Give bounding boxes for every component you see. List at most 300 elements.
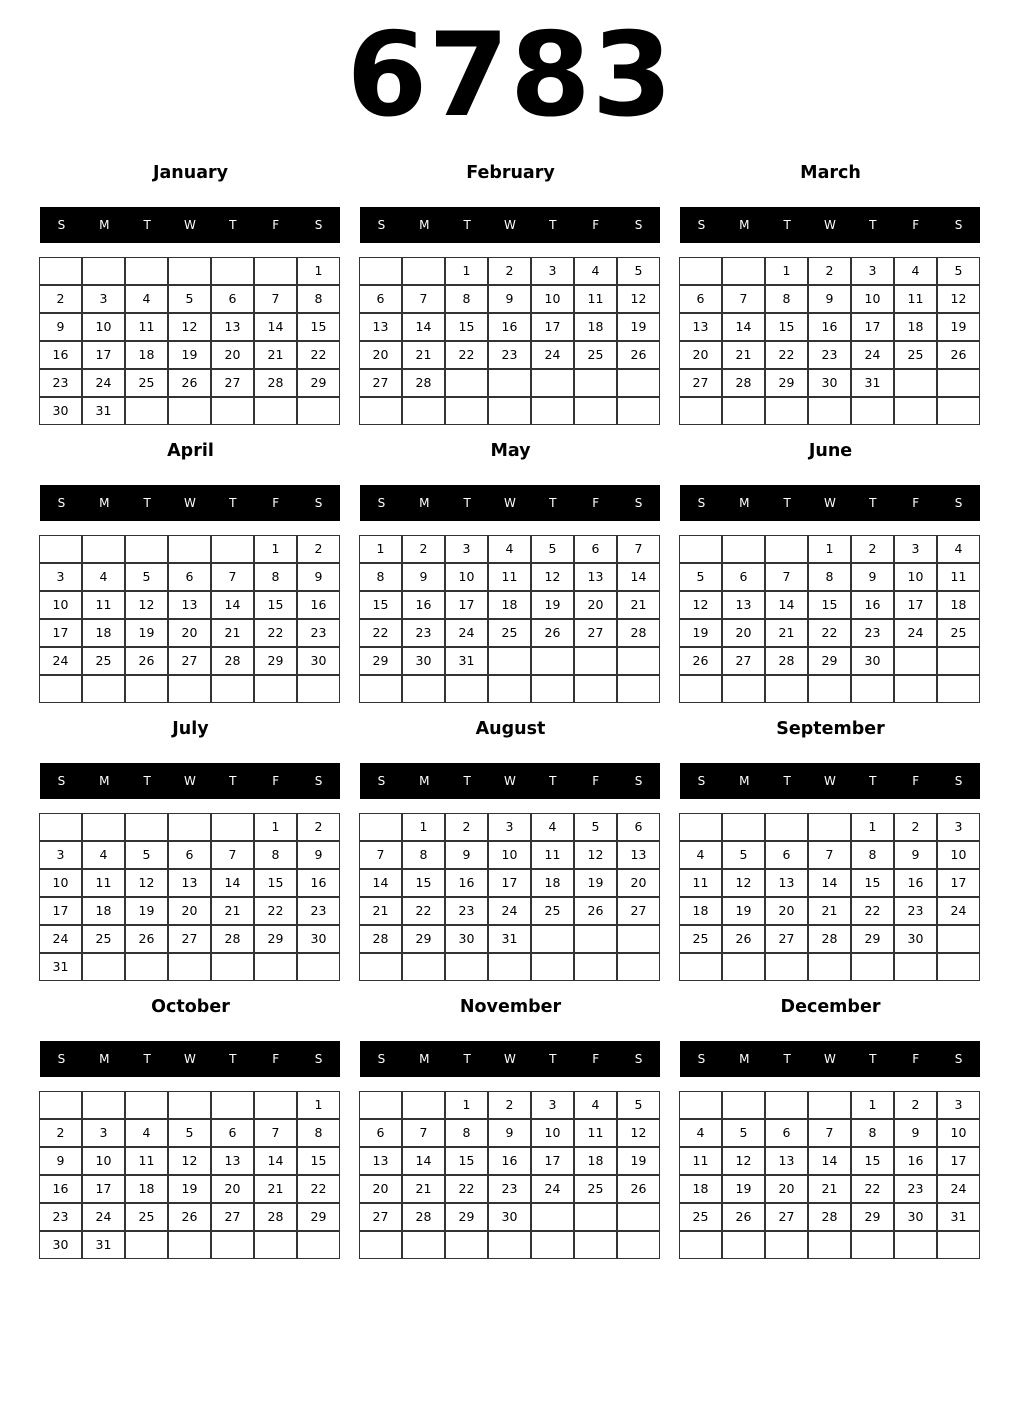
day-cell: 4 xyxy=(125,1119,168,1147)
day-cell: 30 xyxy=(808,369,851,397)
day-cell: 6 xyxy=(765,1119,808,1147)
day-cell: 27 xyxy=(168,925,211,953)
weekday-label: F xyxy=(592,774,600,788)
day-cell: 10 xyxy=(39,869,82,897)
day-cell: 22 xyxy=(851,1175,894,1203)
empty-day-cell xyxy=(722,257,765,285)
day-cell: 20 xyxy=(679,341,722,369)
weekday-label: S xyxy=(57,1052,66,1066)
empty-day-cell xyxy=(168,1231,211,1259)
day-cell: 2 xyxy=(808,257,851,285)
empty-day-cell xyxy=(168,953,211,981)
day-cell: 8 xyxy=(445,285,488,313)
day-cell: 2 xyxy=(851,535,894,563)
empty-day-cell xyxy=(894,1231,937,1259)
day-cell: 26 xyxy=(125,647,168,675)
day-cell: 24 xyxy=(82,369,125,397)
day-cell: 10 xyxy=(39,591,82,619)
day-cell: 29 xyxy=(808,647,851,675)
empty-day-cell xyxy=(359,397,402,425)
day-cell: 5 xyxy=(722,841,765,869)
weekday-label: S xyxy=(377,774,386,788)
month-december xyxy=(680,994,981,1264)
day-cell: 30 xyxy=(894,1203,937,1231)
day-cell: 5 xyxy=(722,1119,765,1147)
day-cell: 1 xyxy=(297,1091,340,1119)
day-cell: 17 xyxy=(82,341,125,369)
day-cell: 2 xyxy=(402,535,445,563)
day-cell: 12 xyxy=(617,285,660,313)
day-cell: 27 xyxy=(765,925,808,953)
empty-day-cell xyxy=(82,1091,125,1119)
empty-day-cell xyxy=(402,675,445,703)
day-cell: 2 xyxy=(488,257,531,285)
day-cell: 11 xyxy=(488,563,531,591)
day-cell: 4 xyxy=(125,285,168,313)
weekday-label: T xyxy=(783,218,791,232)
day-cell: 16 xyxy=(402,591,445,619)
empty-day-cell xyxy=(722,397,765,425)
empty-day-cell xyxy=(531,1231,574,1259)
day-cell: 28 xyxy=(211,647,254,675)
day-cell: 26 xyxy=(574,897,617,925)
day-cell: 18 xyxy=(488,591,531,619)
day-cell: 16 xyxy=(808,313,851,341)
day-cell: 20 xyxy=(765,1175,808,1203)
weekday-header xyxy=(680,207,980,243)
day-cell: 30 xyxy=(851,647,894,675)
day-cell: 27 xyxy=(617,897,660,925)
day-cell: 25 xyxy=(679,925,722,953)
empty-day-cell xyxy=(765,397,808,425)
day-cell: 18 xyxy=(574,313,617,341)
empty-day-cell xyxy=(402,397,445,425)
weekday-label: S xyxy=(377,1052,386,1066)
day-cell: 4 xyxy=(574,257,617,285)
day-cell: 13 xyxy=(168,591,211,619)
empty-day-cell xyxy=(211,397,254,425)
day-cell: 21 xyxy=(808,897,851,925)
empty-day-cell xyxy=(765,813,808,841)
weekday-header xyxy=(680,485,980,521)
weekday-label: T xyxy=(869,218,877,232)
day-cell: 15 xyxy=(297,313,340,341)
day-cell: 10 xyxy=(937,1119,980,1147)
day-cell: 26 xyxy=(722,1203,765,1231)
day-cell: 27 xyxy=(679,369,722,397)
day-cell: 24 xyxy=(531,1175,574,1203)
day-cell: 19 xyxy=(168,341,211,369)
empty-day-cell xyxy=(531,1203,574,1231)
day-grid xyxy=(360,1092,661,1260)
day-cell: 21 xyxy=(211,897,254,925)
day-cell: 5 xyxy=(168,285,211,313)
day-cell: 30 xyxy=(894,925,937,953)
day-cell: 19 xyxy=(937,313,980,341)
day-cell: 26 xyxy=(937,341,980,369)
day-cell: 17 xyxy=(531,1147,574,1175)
day-cell: 18 xyxy=(82,619,125,647)
weekday-label: W xyxy=(504,218,516,232)
weekday-label: M xyxy=(419,496,430,510)
day-cell: 8 xyxy=(851,841,894,869)
day-cell: 26 xyxy=(168,1203,211,1231)
day-cell: 6 xyxy=(168,841,211,869)
day-cell: 14 xyxy=(808,1147,851,1175)
empty-day-cell xyxy=(574,675,617,703)
day-cell: 10 xyxy=(82,1147,125,1175)
day-cell: 18 xyxy=(679,1175,722,1203)
empty-day-cell xyxy=(125,397,168,425)
day-cell: 28 xyxy=(211,925,254,953)
empty-day-cell xyxy=(808,1091,851,1119)
empty-day-cell xyxy=(359,257,402,285)
weekday-label: F xyxy=(272,774,280,788)
day-cell: 15 xyxy=(402,869,445,897)
day-cell: 27 xyxy=(765,1203,808,1231)
day-cell: 2 xyxy=(39,285,82,313)
empty-day-cell xyxy=(531,647,574,675)
day-cell: 8 xyxy=(359,563,402,591)
day-cell: 23 xyxy=(894,1175,937,1203)
day-cell: 3 xyxy=(531,1091,574,1119)
day-cell: 22 xyxy=(297,341,340,369)
day-cell: 30 xyxy=(402,647,445,675)
day-cell: 24 xyxy=(445,619,488,647)
empty-day-cell xyxy=(937,953,980,981)
weekday-header xyxy=(40,763,340,799)
day-cell: 12 xyxy=(722,869,765,897)
day-cell: 15 xyxy=(297,1147,340,1175)
day-cell: 27 xyxy=(359,1203,402,1231)
day-cell: 25 xyxy=(531,897,574,925)
empty-day-cell xyxy=(722,535,765,563)
empty-day-cell xyxy=(125,1231,168,1259)
day-cell: 5 xyxy=(574,813,617,841)
weekday-label: T xyxy=(143,218,151,232)
weekday-label: S xyxy=(314,496,323,510)
day-cell: 23 xyxy=(851,619,894,647)
day-cell: 14 xyxy=(254,313,297,341)
day-cell: 2 xyxy=(445,813,488,841)
day-cell: 6 xyxy=(211,1119,254,1147)
day-cell: 4 xyxy=(937,535,980,563)
day-cell: 15 xyxy=(445,313,488,341)
day-cell: 21 xyxy=(617,591,660,619)
weekday-label: W xyxy=(824,496,836,510)
day-cell: 25 xyxy=(937,619,980,647)
weekday-label: M xyxy=(99,218,110,232)
empty-day-cell xyxy=(722,813,765,841)
day-cell: 14 xyxy=(765,591,808,619)
day-cell: 28 xyxy=(808,1203,851,1231)
empty-day-cell xyxy=(808,813,851,841)
day-cell: 14 xyxy=(808,869,851,897)
weekday-label: F xyxy=(912,496,920,510)
empty-day-cell xyxy=(851,397,894,425)
day-cell: 7 xyxy=(808,841,851,869)
day-cell: 20 xyxy=(168,619,211,647)
empty-day-cell xyxy=(531,369,574,397)
weekday-label: S xyxy=(314,218,323,232)
day-cell: 14 xyxy=(254,1147,297,1175)
day-cell: 20 xyxy=(359,1175,402,1203)
weekday-label: T xyxy=(229,496,237,510)
day-cell: 7 xyxy=(254,1119,297,1147)
day-cell: 28 xyxy=(254,369,297,397)
day-cell: 14 xyxy=(402,1147,445,1175)
day-cell: 10 xyxy=(82,313,125,341)
day-cell: 17 xyxy=(488,869,531,897)
day-cell: 1 xyxy=(851,1091,894,1119)
day-cell: 12 xyxy=(531,563,574,591)
day-cell: 6 xyxy=(765,841,808,869)
day-cell: 31 xyxy=(851,369,894,397)
day-cell: 21 xyxy=(765,619,808,647)
month-name: December xyxy=(780,997,881,1017)
weekday-header xyxy=(40,485,340,521)
day-cell: 7 xyxy=(722,285,765,313)
day-cell: 14 xyxy=(211,869,254,897)
weekday-label: T xyxy=(463,496,471,510)
day-cell: 8 xyxy=(254,563,297,591)
day-cell: 15 xyxy=(445,1147,488,1175)
day-cell: 25 xyxy=(82,647,125,675)
day-cell: 11 xyxy=(679,1147,722,1175)
day-cell: 13 xyxy=(617,841,660,869)
empty-day-cell xyxy=(211,1231,254,1259)
weekday-label: T xyxy=(143,774,151,788)
day-cell: 19 xyxy=(125,619,168,647)
empty-day-cell xyxy=(894,675,937,703)
empty-day-cell xyxy=(851,953,894,981)
day-cell: 24 xyxy=(488,897,531,925)
day-cell: 12 xyxy=(168,313,211,341)
day-cell: 17 xyxy=(39,897,82,925)
day-cell: 7 xyxy=(617,535,660,563)
day-cell: 13 xyxy=(211,313,254,341)
day-cell: 13 xyxy=(168,869,211,897)
empty-day-cell xyxy=(254,1231,297,1259)
day-cell: 14 xyxy=(359,869,402,897)
day-cell: 6 xyxy=(168,563,211,591)
day-grid xyxy=(360,814,661,982)
day-cell: 21 xyxy=(254,341,297,369)
empty-day-cell xyxy=(894,647,937,675)
empty-day-cell xyxy=(359,1091,402,1119)
day-cell: 9 xyxy=(488,1119,531,1147)
month-august xyxy=(360,716,661,986)
empty-day-cell xyxy=(168,675,211,703)
day-cell: 10 xyxy=(445,563,488,591)
empty-day-cell xyxy=(168,535,211,563)
day-cell: 19 xyxy=(617,1147,660,1175)
month-may xyxy=(360,438,661,708)
day-cell: 4 xyxy=(82,563,125,591)
weekday-label: F xyxy=(272,496,280,510)
empty-day-cell xyxy=(82,953,125,981)
day-cell: 5 xyxy=(168,1119,211,1147)
empty-day-cell xyxy=(765,1091,808,1119)
day-cell: 25 xyxy=(574,1175,617,1203)
day-cell: 24 xyxy=(894,619,937,647)
day-cell: 6 xyxy=(359,1119,402,1147)
day-cell: 9 xyxy=(297,563,340,591)
day-cell: 23 xyxy=(488,341,531,369)
day-cell: 26 xyxy=(722,925,765,953)
day-cell: 26 xyxy=(168,369,211,397)
day-cell: 4 xyxy=(679,841,722,869)
month-february xyxy=(360,160,661,430)
empty-day-cell xyxy=(125,1091,168,1119)
day-cell: 11 xyxy=(82,869,125,897)
weekday-label: W xyxy=(504,774,516,788)
day-cell: 3 xyxy=(894,535,937,563)
day-cell: 4 xyxy=(894,257,937,285)
day-cell: 6 xyxy=(211,285,254,313)
day-cell: 6 xyxy=(722,563,765,591)
empty-day-cell xyxy=(254,953,297,981)
day-cell: 7 xyxy=(402,285,445,313)
empty-day-cell xyxy=(617,1203,660,1231)
day-cell: 18 xyxy=(82,897,125,925)
day-cell: 4 xyxy=(679,1119,722,1147)
weekday-header xyxy=(680,1041,980,1077)
day-cell: 4 xyxy=(488,535,531,563)
empty-day-cell xyxy=(574,1231,617,1259)
empty-day-cell xyxy=(488,647,531,675)
day-cell: 29 xyxy=(254,647,297,675)
weekday-label: T xyxy=(143,496,151,510)
day-cell: 23 xyxy=(39,1203,82,1231)
day-cell: 30 xyxy=(297,925,340,953)
weekday-label: M xyxy=(739,1052,750,1066)
day-cell: 1 xyxy=(765,257,808,285)
weekday-label: F xyxy=(272,1052,280,1066)
day-cell: 3 xyxy=(937,1091,980,1119)
day-cell: 14 xyxy=(722,313,765,341)
day-cell: 2 xyxy=(894,813,937,841)
day-cell: 27 xyxy=(359,369,402,397)
day-cell: 16 xyxy=(39,341,82,369)
day-cell: 17 xyxy=(531,313,574,341)
day-cell: 15 xyxy=(254,869,297,897)
day-cell: 30 xyxy=(39,397,82,425)
weekday-label: T xyxy=(549,1052,557,1066)
empty-day-cell xyxy=(445,953,488,981)
weekday-label: W xyxy=(184,774,196,788)
day-cell: 20 xyxy=(617,869,660,897)
day-cell: 20 xyxy=(211,1175,254,1203)
day-cell: 21 xyxy=(722,341,765,369)
day-cell: 18 xyxy=(894,313,937,341)
day-cell: 15 xyxy=(808,591,851,619)
weekday-label: T xyxy=(463,1052,471,1066)
day-grid xyxy=(680,1092,981,1260)
weekday-label: S xyxy=(57,218,66,232)
day-cell: 5 xyxy=(125,563,168,591)
month-name: November xyxy=(459,997,562,1017)
empty-day-cell xyxy=(937,397,980,425)
day-cell: 10 xyxy=(531,285,574,313)
empty-day-cell xyxy=(297,1231,340,1259)
day-cell: 21 xyxy=(254,1175,297,1203)
weekday-label: W xyxy=(824,1052,836,1066)
weekday-label: S xyxy=(954,774,963,788)
day-cell: 19 xyxy=(617,313,660,341)
weekday-label: W xyxy=(824,774,836,788)
weekday-label: S xyxy=(314,1052,323,1066)
day-cell: 13 xyxy=(211,1147,254,1175)
weekday-label: F xyxy=(592,218,600,232)
day-cell: 6 xyxy=(617,813,660,841)
weekday-label: T xyxy=(869,1052,877,1066)
day-cell: 23 xyxy=(808,341,851,369)
weekday-label: S xyxy=(697,218,706,232)
empty-day-cell xyxy=(82,813,125,841)
weekday-label: T xyxy=(869,774,877,788)
empty-day-cell xyxy=(211,257,254,285)
weekday-label: T xyxy=(229,1052,237,1066)
day-cell: 9 xyxy=(402,563,445,591)
day-cell: 31 xyxy=(82,397,125,425)
empty-day-cell xyxy=(168,813,211,841)
day-cell: 16 xyxy=(297,869,340,897)
day-cell: 1 xyxy=(808,535,851,563)
empty-day-cell xyxy=(402,1231,445,1259)
empty-day-cell xyxy=(445,1231,488,1259)
empty-day-cell xyxy=(808,1231,851,1259)
year-title: 6783 xyxy=(346,8,674,143)
empty-day-cell xyxy=(679,535,722,563)
empty-day-cell xyxy=(445,397,488,425)
day-cell: 13 xyxy=(722,591,765,619)
empty-day-cell xyxy=(808,953,851,981)
weekday-label: S xyxy=(697,496,706,510)
month-july xyxy=(40,716,341,986)
day-cell: 24 xyxy=(937,1175,980,1203)
weekday-label: S xyxy=(634,1052,643,1066)
weekday-label: T xyxy=(783,774,791,788)
empty-day-cell xyxy=(574,369,617,397)
day-grid xyxy=(40,536,341,704)
empty-day-cell xyxy=(297,953,340,981)
day-cell: 2 xyxy=(488,1091,531,1119)
day-cell: 22 xyxy=(851,897,894,925)
day-grid xyxy=(680,814,981,982)
day-cell: 31 xyxy=(488,925,531,953)
empty-day-cell xyxy=(617,925,660,953)
day-cell: 22 xyxy=(765,341,808,369)
day-cell: 29 xyxy=(445,1203,488,1231)
day-cell: 21 xyxy=(808,1175,851,1203)
weekday-label: T xyxy=(463,774,471,788)
weekday-header xyxy=(360,207,660,243)
empty-day-cell xyxy=(617,675,660,703)
weekday-label: M xyxy=(99,496,110,510)
day-cell: 28 xyxy=(765,647,808,675)
day-cell: 21 xyxy=(402,341,445,369)
day-cell: 29 xyxy=(359,647,402,675)
empty-day-cell xyxy=(254,257,297,285)
empty-day-cell xyxy=(125,675,168,703)
day-cell: 28 xyxy=(722,369,765,397)
empty-day-cell xyxy=(488,953,531,981)
empty-day-cell xyxy=(211,1091,254,1119)
day-cell: 18 xyxy=(937,591,980,619)
day-cell: 22 xyxy=(359,619,402,647)
empty-day-cell xyxy=(894,369,937,397)
